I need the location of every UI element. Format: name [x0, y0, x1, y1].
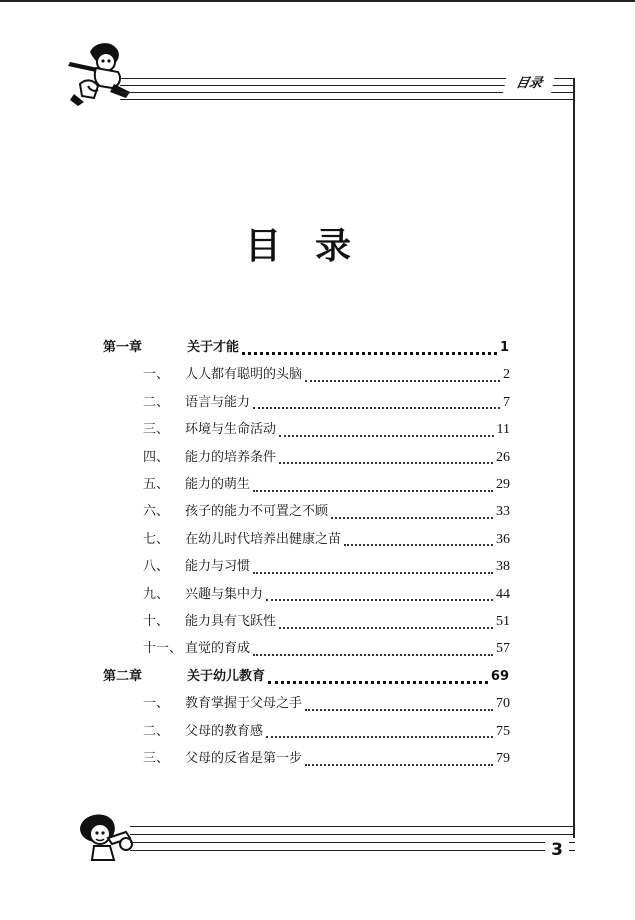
toc-entry-title: 人人都有聪明的头脑	[185, 367, 303, 383]
toc-entry-title: 关于才能	[187, 340, 240, 355]
toc-section-entry	[143, 392, 510, 414]
dot-leader	[242, 351, 497, 355]
toc-section-entry	[143, 748, 510, 770]
toc-chapter-entry	[103, 337, 509, 359]
dot-leader	[266, 735, 493, 738]
toc-section-entry	[143, 693, 510, 715]
toc-entry-page: 75	[496, 723, 510, 739]
toc-entry-number: 三、	[143, 751, 170, 766]
toc-section-entry	[143, 447, 510, 469]
toc-entry-page: 33	[496, 504, 510, 520]
toc-entry-page: 29	[496, 477, 510, 492]
dot-leader	[279, 626, 493, 629]
toc-entry-title: 关于幼儿教育	[187, 668, 266, 684]
toc-entry-number: 二、	[143, 394, 170, 410]
dot-leader	[279, 434, 494, 437]
toc-section-entry	[143, 419, 510, 441]
toc-entry-title: 兴趣与集中力	[185, 586, 264, 602]
toc-chapter-entry	[103, 666, 509, 688]
toc-section-entry	[143, 584, 510, 606]
toc-section-entry	[143, 474, 510, 496]
toc-entry-page: 69	[490, 668, 509, 684]
toc-section-entry	[143, 638, 510, 660]
page-title: 目录	[244, 226, 385, 267]
toc-entry-page: 70	[496, 696, 510, 712]
toc-entry-number: 六、	[143, 504, 170, 520]
right-margin-line	[573, 78, 575, 838]
toc-entry-page: 44	[496, 586, 510, 602]
dot-leader	[253, 406, 500, 409]
dot-leader	[344, 543, 493, 546]
toc-entry-page: 51	[496, 614, 510, 629]
footer-staff-lines	[130, 820, 575, 860]
toc-entry-number: 十、	[143, 614, 170, 629]
toc-section-entry	[143, 529, 510, 551]
toc-entry-title: 孩子的能力不可置之不顾	[185, 504, 329, 520]
toc-entry-number: 七、	[143, 531, 170, 547]
toc-entry-number: 四、	[143, 449, 170, 465]
dot-leader	[279, 461, 493, 464]
header-title: 目录	[503, 75, 555, 93]
toc-entry-page: 2	[503, 367, 510, 383]
toc-entry-number: 十一、	[143, 641, 183, 657]
toc-entry-number: 九、	[143, 586, 170, 602]
toc-section-entry	[143, 556, 510, 578]
toc-entry-number: 八、	[143, 559, 170, 575]
toc-entry-number: 一、	[143, 696, 170, 712]
toc-entry-title: 能力的萌生	[185, 477, 251, 492]
toc-entry-page: 79	[496, 751, 510, 766]
page-number: 3	[545, 838, 569, 862]
dot-leader	[266, 598, 493, 601]
toc-entry-page: 38	[496, 559, 510, 575]
toc-entry-page: 57	[496, 641, 510, 657]
toc-entry-number: 一、	[143, 367, 170, 383]
dot-leader	[253, 489, 493, 492]
dot-leader	[253, 571, 493, 574]
toc-entry-number: 二、	[143, 723, 170, 739]
toc-section-entry	[143, 721, 510, 743]
dot-leader	[268, 680, 488, 684]
toc-entry-number: 五、	[143, 477, 170, 492]
toc-entry-page: 1	[499, 340, 509, 355]
toc-entry-title: 能力具有飞跃性	[185, 614, 277, 629]
toc-entry-page: 36	[496, 531, 510, 547]
toc-entry-number: 第一章	[103, 340, 143, 355]
dot-leader	[253, 653, 493, 656]
toc-entry-title: 能力与习惯	[185, 559, 251, 575]
toc-entry-title: 教育掌握于父母之手	[185, 696, 303, 712]
toc-section-entry	[143, 611, 510, 633]
toc-entry-title: 在幼儿时代培养出健康之苗	[185, 531, 342, 547]
toc-entry-title: 能力的培养条件	[185, 449, 277, 465]
toc-entry-page: 26	[496, 449, 510, 465]
toc-entry-title: 父母的教育感	[185, 723, 264, 739]
dot-leader	[331, 516, 493, 519]
toc-entry-title: 语言与能力	[185, 394, 251, 410]
toc-section-entry	[143, 364, 510, 386]
toc-entry-title: 父母的反省是第一步	[185, 751, 303, 766]
toc-entry-title: 环境与生命活动	[185, 422, 277, 438]
toc-section-entry	[143, 501, 510, 523]
dot-leader	[305, 379, 500, 382]
dot-leader	[305, 708, 493, 711]
toc-entry-number: 第二章	[103, 668, 143, 684]
dot-leader	[305, 763, 493, 766]
top-border-line	[0, 0, 635, 2]
toc-entry-title: 直觉的育成	[185, 641, 251, 657]
toc-entry-page: 11	[496, 422, 510, 438]
toc-entry-page: 7	[503, 394, 510, 410]
toc-entry-number: 三、	[143, 422, 170, 438]
